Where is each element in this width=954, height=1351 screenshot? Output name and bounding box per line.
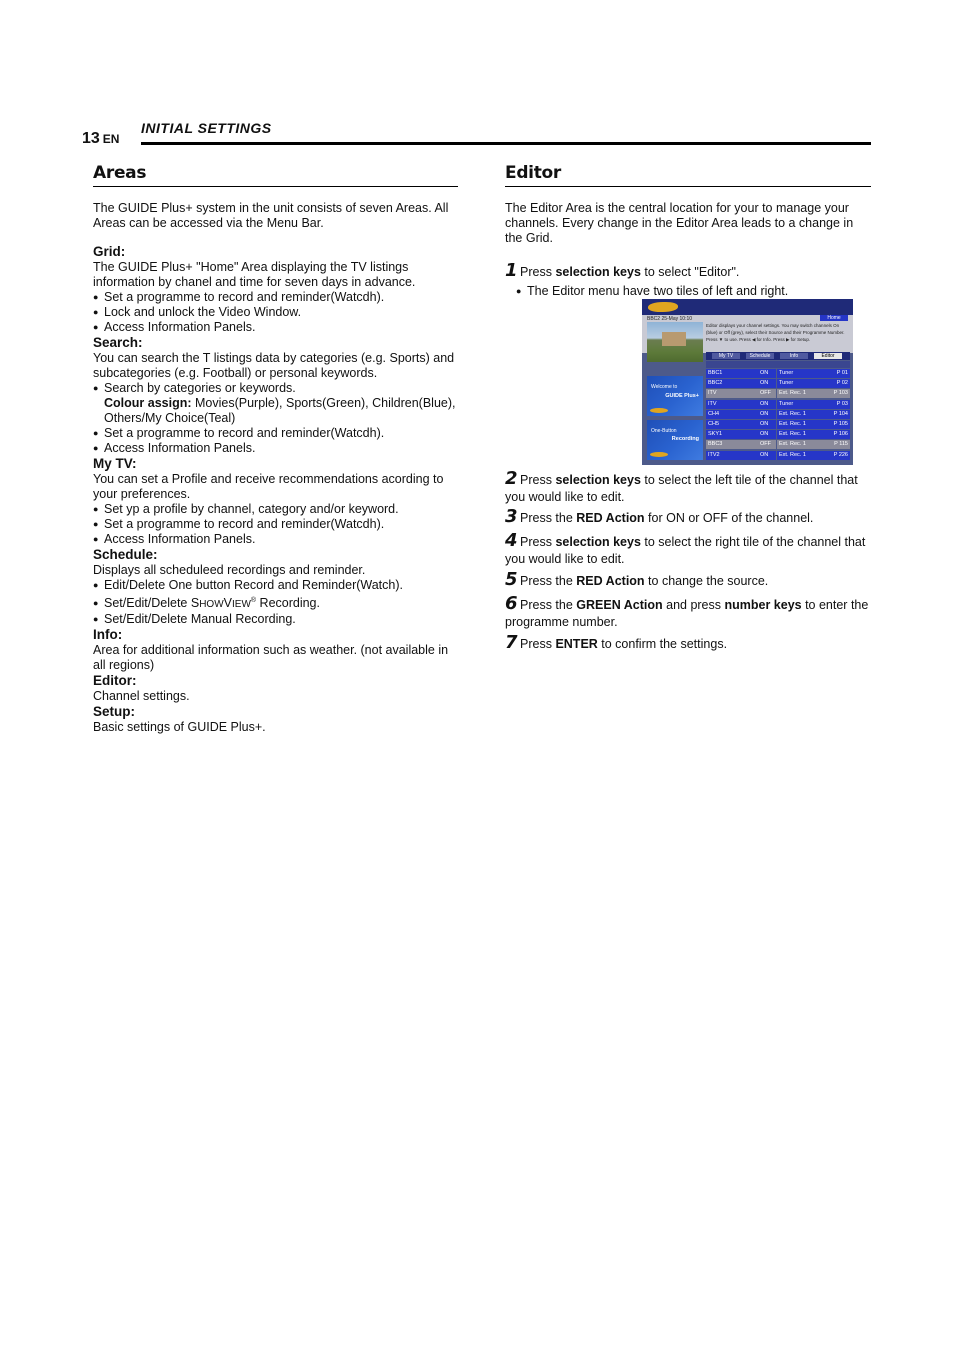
channel-name[interactable]: ITV [706, 389, 758, 398]
tab-editor[interactable]: Editor [814, 353, 842, 359]
channel-name[interactable]: CH5 [706, 420, 758, 429]
channel-name[interactable]: SKY1 [706, 430, 758, 439]
grid-bullet: ● Lock and unlock the Video Window. [93, 305, 463, 320]
channel-source[interactable]: Ext. Rec. 1 [777, 420, 825, 429]
schedule-bullet-showview: ● Set/Edit/Delete SHOWVIEW® Recording. [93, 593, 463, 612]
channel-source[interactable]: Ext. Rec. 1 [777, 389, 825, 398]
info-text: Area for additional information such as weather. (not available in all regions) [93, 643, 449, 673]
areas-title: Areas [93, 163, 147, 183]
channel-status[interactable]: ON [758, 410, 776, 419]
channel-source[interactable]: Ext. Rec. 1 [777, 451, 825, 460]
programme-number[interactable]: P 01 [825, 369, 850, 378]
step-6: 6 Press the GREEN Action and press number keys to enter the programme number. [505, 593, 869, 629]
mytv-bullet: ● Set a programme to record and reminder(Watcdh). [93, 517, 463, 532]
areas-body [93, 201, 463, 735]
step-4: 4 Press selection keys to select the right tile of the channel that you would like to edit. [505, 530, 866, 566]
grid-text: The GUIDE Plus+ "Home" Area displaying the TV listings information by chanel and time for seven days in advance. [93, 260, 416, 289]
programme-number[interactable]: P 104 [825, 410, 850, 419]
table-row[interactable] [706, 379, 850, 388]
schedule-bullet: ● Edit/Delete One button Record and Reminder(Watch). [93, 578, 463, 593]
search-bullet: ● Set a programme to record and reminder(Watcdh). [93, 426, 463, 441]
schedule-text: Displays all scheduleed recordings and reminder. [93, 563, 366, 577]
channel-name[interactable]: ITV [706, 400, 758, 409]
step-1: 1 Press selection keys to select "Editor". [505, 260, 740, 281]
info-heading: Info: [93, 627, 123, 643]
colour-assign-label: Colour assign: [104, 396, 192, 410]
table-row[interactable] [706, 440, 850, 449]
editor-intro: The Editor Area is the central location for your to manage your channels. Every change in the Editor Area leads to a change in the Grid. [505, 201, 854, 245]
search-text: You can search the T listings data by categories (e.g. Sports) and subcategories (e.g. Football) or personal keywords. [93, 351, 455, 380]
programme-number[interactable]: P 02 [825, 379, 850, 388]
programme-number[interactable]: P 226 [825, 451, 850, 460]
mytv-text: You can set a Profile and receive recommendations acording to your preferences. [93, 472, 444, 501]
guide-plus-logo-icon [648, 302, 678, 312]
mytv-heading: My TV: [93, 456, 137, 471]
table-header-bar [706, 361, 850, 368]
channel-status[interactable]: ON [758, 400, 776, 409]
channel-source[interactable]: Ext. Rec. 1 [777, 440, 825, 449]
colour-assign [93, 396, 463, 426]
areas-intro: The GUIDE Plus+ system in the unit consists of seven Areas. All Areas can be accessed via the Menu Bar. [93, 201, 449, 230]
channel-name[interactable]: BBC3 [706, 440, 758, 449]
editor-title-rule [505, 186, 871, 187]
schedule-heading: Schedule: [93, 547, 158, 562]
channel-status[interactable]: ON [758, 451, 776, 460]
step-5: 5 Press the RED Action to change the source. [505, 569, 769, 590]
guide-plus-editor-screen [642, 299, 853, 465]
grid-heading: Grid: [93, 244, 126, 259]
channel-source[interactable]: Ext. Rec. 1 [777, 430, 825, 439]
table-row[interactable] [706, 400, 850, 409]
section-title: INITIAL SETTINGS [141, 120, 272, 136]
programme-number[interactable]: P 115 [825, 440, 850, 449]
channel-source[interactable]: Tuner [777, 400, 825, 409]
programme-number[interactable]: P 103 [825, 389, 850, 398]
step-3: 3 Press the RED Action for ON or OFF of the channel. [505, 506, 814, 527]
search-heading: Search: [93, 335, 143, 350]
channel-name[interactable]: BBC2 [706, 379, 758, 388]
tab-info[interactable]: Info [780, 353, 808, 359]
setup-heading: Setup: [93, 704, 135, 720]
page-language: EN [102, 132, 120, 146]
video-window-building [662, 332, 686, 346]
step-2: 2 Press selection keys to select the left tile of the channel that you would like to edit. [505, 468, 858, 504]
colour-assign-text: Movies(Purple), Sports(Green), Children(Blue), Others/My Choice(Teal) [104, 396, 456, 425]
channel-name[interactable]: CH4 [706, 410, 758, 419]
screen-tab-bar [706, 352, 850, 360]
channel-status[interactable]: ON [758, 420, 776, 429]
guide-plus-logo-icon [650, 452, 668, 457]
channel-source[interactable]: Tuner [777, 379, 825, 388]
guide-plus-logo-icon [650, 408, 668, 413]
channel-name[interactable]: BBC1 [706, 369, 758, 378]
table-row[interactable] [706, 430, 850, 439]
programme-number[interactable]: P 03 [825, 400, 850, 409]
table-row[interactable] [706, 410, 850, 419]
table-row[interactable] [706, 369, 850, 378]
one-button-recording-panel[interactable]: One-Button Recording [647, 420, 703, 460]
screen-channel-info: BBC2 25-May 10:10 [647, 316, 693, 322]
programme-number[interactable]: P 105 [825, 420, 850, 429]
channel-status[interactable]: OFF [758, 389, 776, 398]
step-7: 7 Press ENTER to confirm the settings. [505, 632, 728, 653]
channel-status[interactable]: ON [758, 379, 776, 388]
step-1-bullet: ● The Editor menu have two tiles of left and right. [516, 284, 877, 299]
screen-home-label: Home [820, 315, 848, 321]
grid-bullet: ● Set a programme to record and reminder(Watcdh). [93, 290, 463, 305]
editor-title: Editor [505, 163, 561, 183]
channel-status[interactable]: ON [758, 430, 776, 439]
grid-bullet: ● Access Information Panels. [93, 320, 463, 335]
channel-status[interactable]: OFF [758, 440, 776, 449]
header-rule [141, 142, 871, 145]
search-bullet: ● Access Information Panels. [93, 441, 463, 456]
table-row[interactable] [706, 420, 850, 429]
mytv-bullet: ● Access Information Panels. [93, 532, 463, 547]
table-row[interactable] [706, 389, 850, 398]
screen-description: Editor displays your channel settings. You may switch channels On (blue) or Off (grey), select their Source and their Programme Number. Press ▼ to use. Press ◀ for Info. Press ▶ for Setup. [706, 323, 845, 342]
schedule-bullet: ● Set/Edit/Delete Manual Recording. [93, 612, 463, 627]
table-row[interactable] [706, 451, 850, 460]
welcome-panel[interactable]: Welcome to GUIDE Plus+ [647, 376, 703, 416]
tab-my-tv[interactable]: My TV [712, 353, 740, 359]
channel-source[interactable]: Tuner [777, 369, 825, 378]
channel-status[interactable]: ON [758, 369, 776, 378]
areas-title-rule [93, 186, 458, 187]
setup-text: Basic settings of GUIDE Plus+. [93, 720, 266, 735]
editor-heading: Editor: [93, 673, 137, 689]
editor-text: Channel settings. [93, 689, 190, 704]
mytv-bullet: ● Set yp a profile by channel, category and/or keyword. [93, 502, 463, 517]
search-bullet: ● Search by categories or keywords. [93, 381, 463, 396]
programme-number[interactable]: P 106 [825, 430, 850, 439]
tab-schedule[interactable]: Schedule [746, 353, 774, 359]
page-number: 13 EN [82, 130, 120, 147]
channel-name[interactable]: ITV2 [706, 451, 758, 460]
channel-source[interactable]: Ext. Rec. 1 [777, 410, 825, 419]
